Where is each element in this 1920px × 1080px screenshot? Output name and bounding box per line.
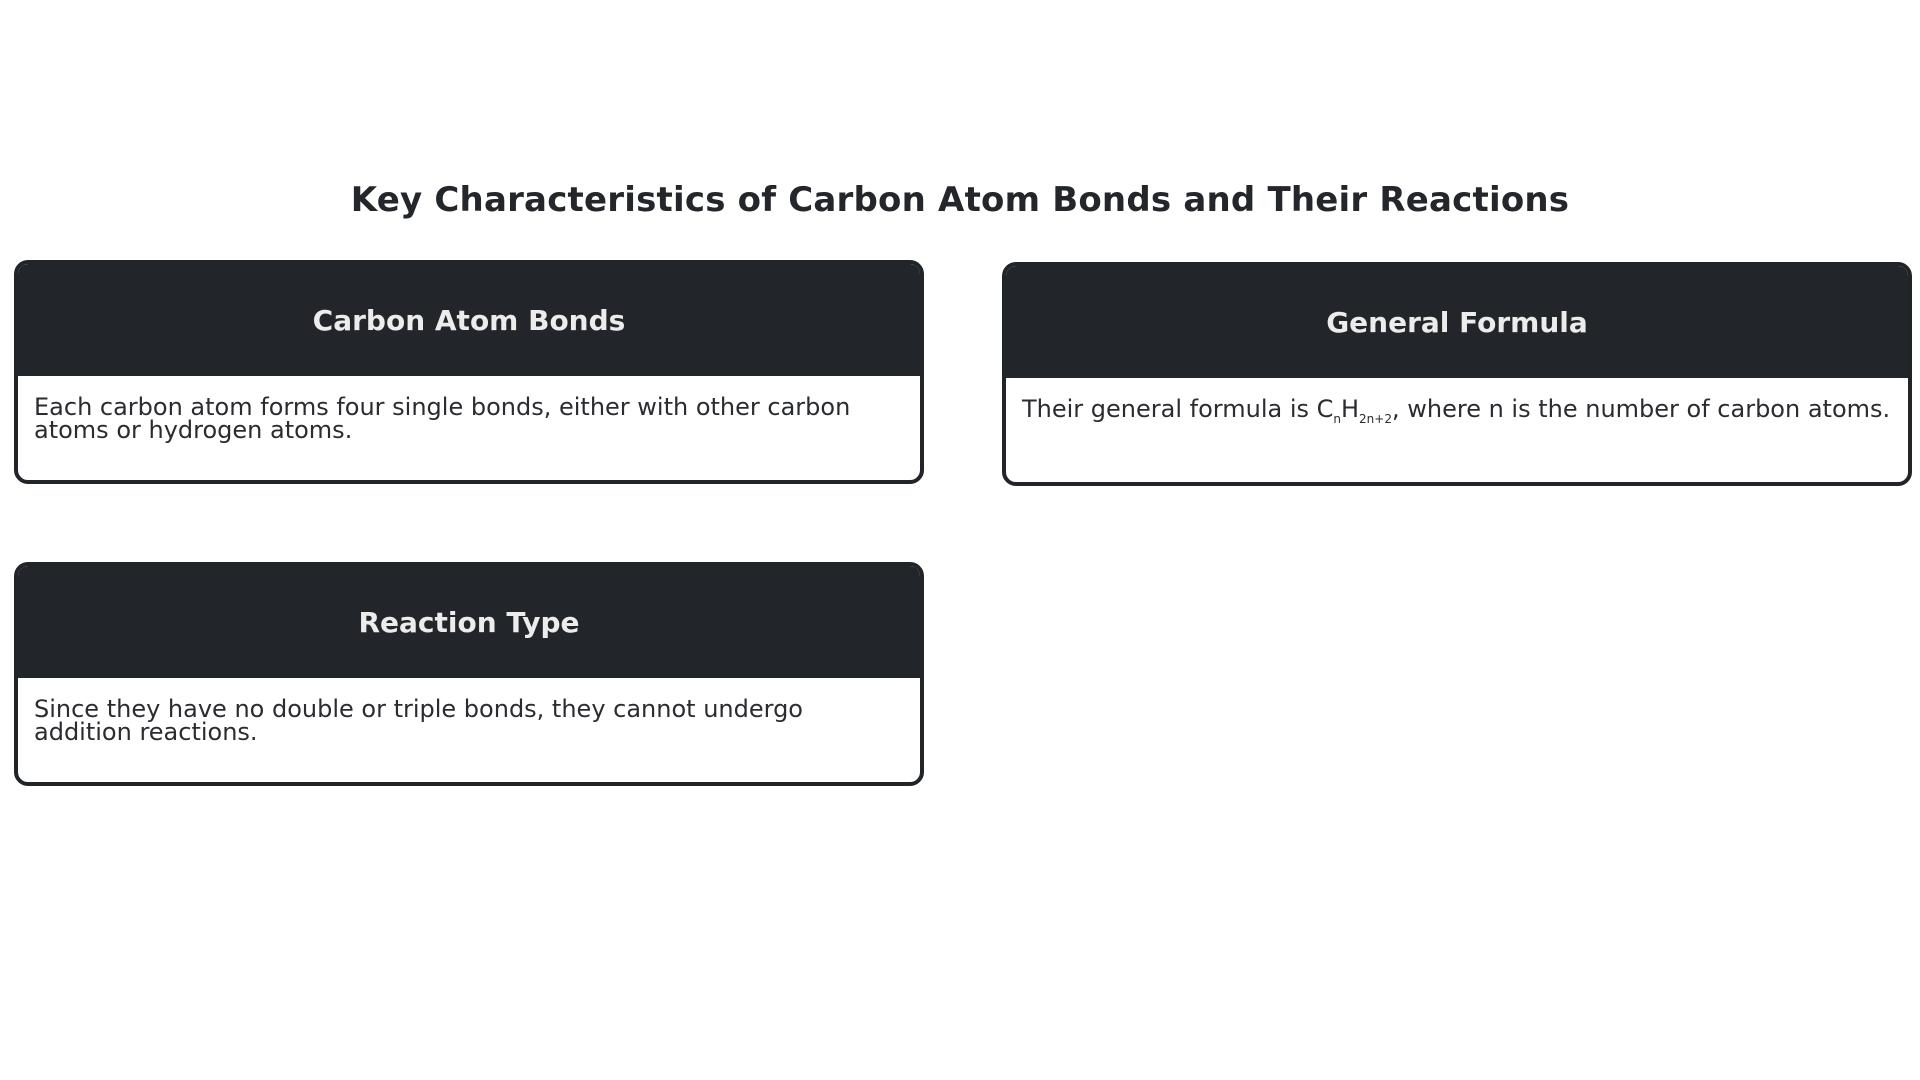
card-body: Since they have no double or triple bonds, they cannot undergo addition reactions. [34,695,803,746]
formula-hydrogen-subscript: 2n+2 [1359,411,1392,426]
card-title: Carbon Atom Bonds [312,303,626,337]
card-header [1006,266,1908,378]
card-body [1006,378,1908,426]
card-header [18,566,920,678]
card-header [18,264,920,376]
diagram-title: Key Characteristics of Carbon Atom Bonds and Their Reactions [350,180,1570,220]
formula-text-suffix: , where n is the number of carbon atoms. [1391,395,1891,423]
formula-carbon-subscript: n [1333,411,1341,426]
formula-carbon: C [1316,395,1334,423]
card-title: General Formula [1326,305,1588,339]
card-title: Reaction Type [358,605,580,639]
card-general-formula [1002,262,1912,486]
card-carbon-atom-bonds [14,260,924,484]
formula-hydrogen: H [1341,395,1360,423]
card-reaction-type [14,562,924,786]
formula-text-prefix: Their general formula is [1022,395,1317,423]
card-body: Each carbon atom forms four single bonds, either with other carbon atoms or hydrogen atoms. [34,393,851,444]
